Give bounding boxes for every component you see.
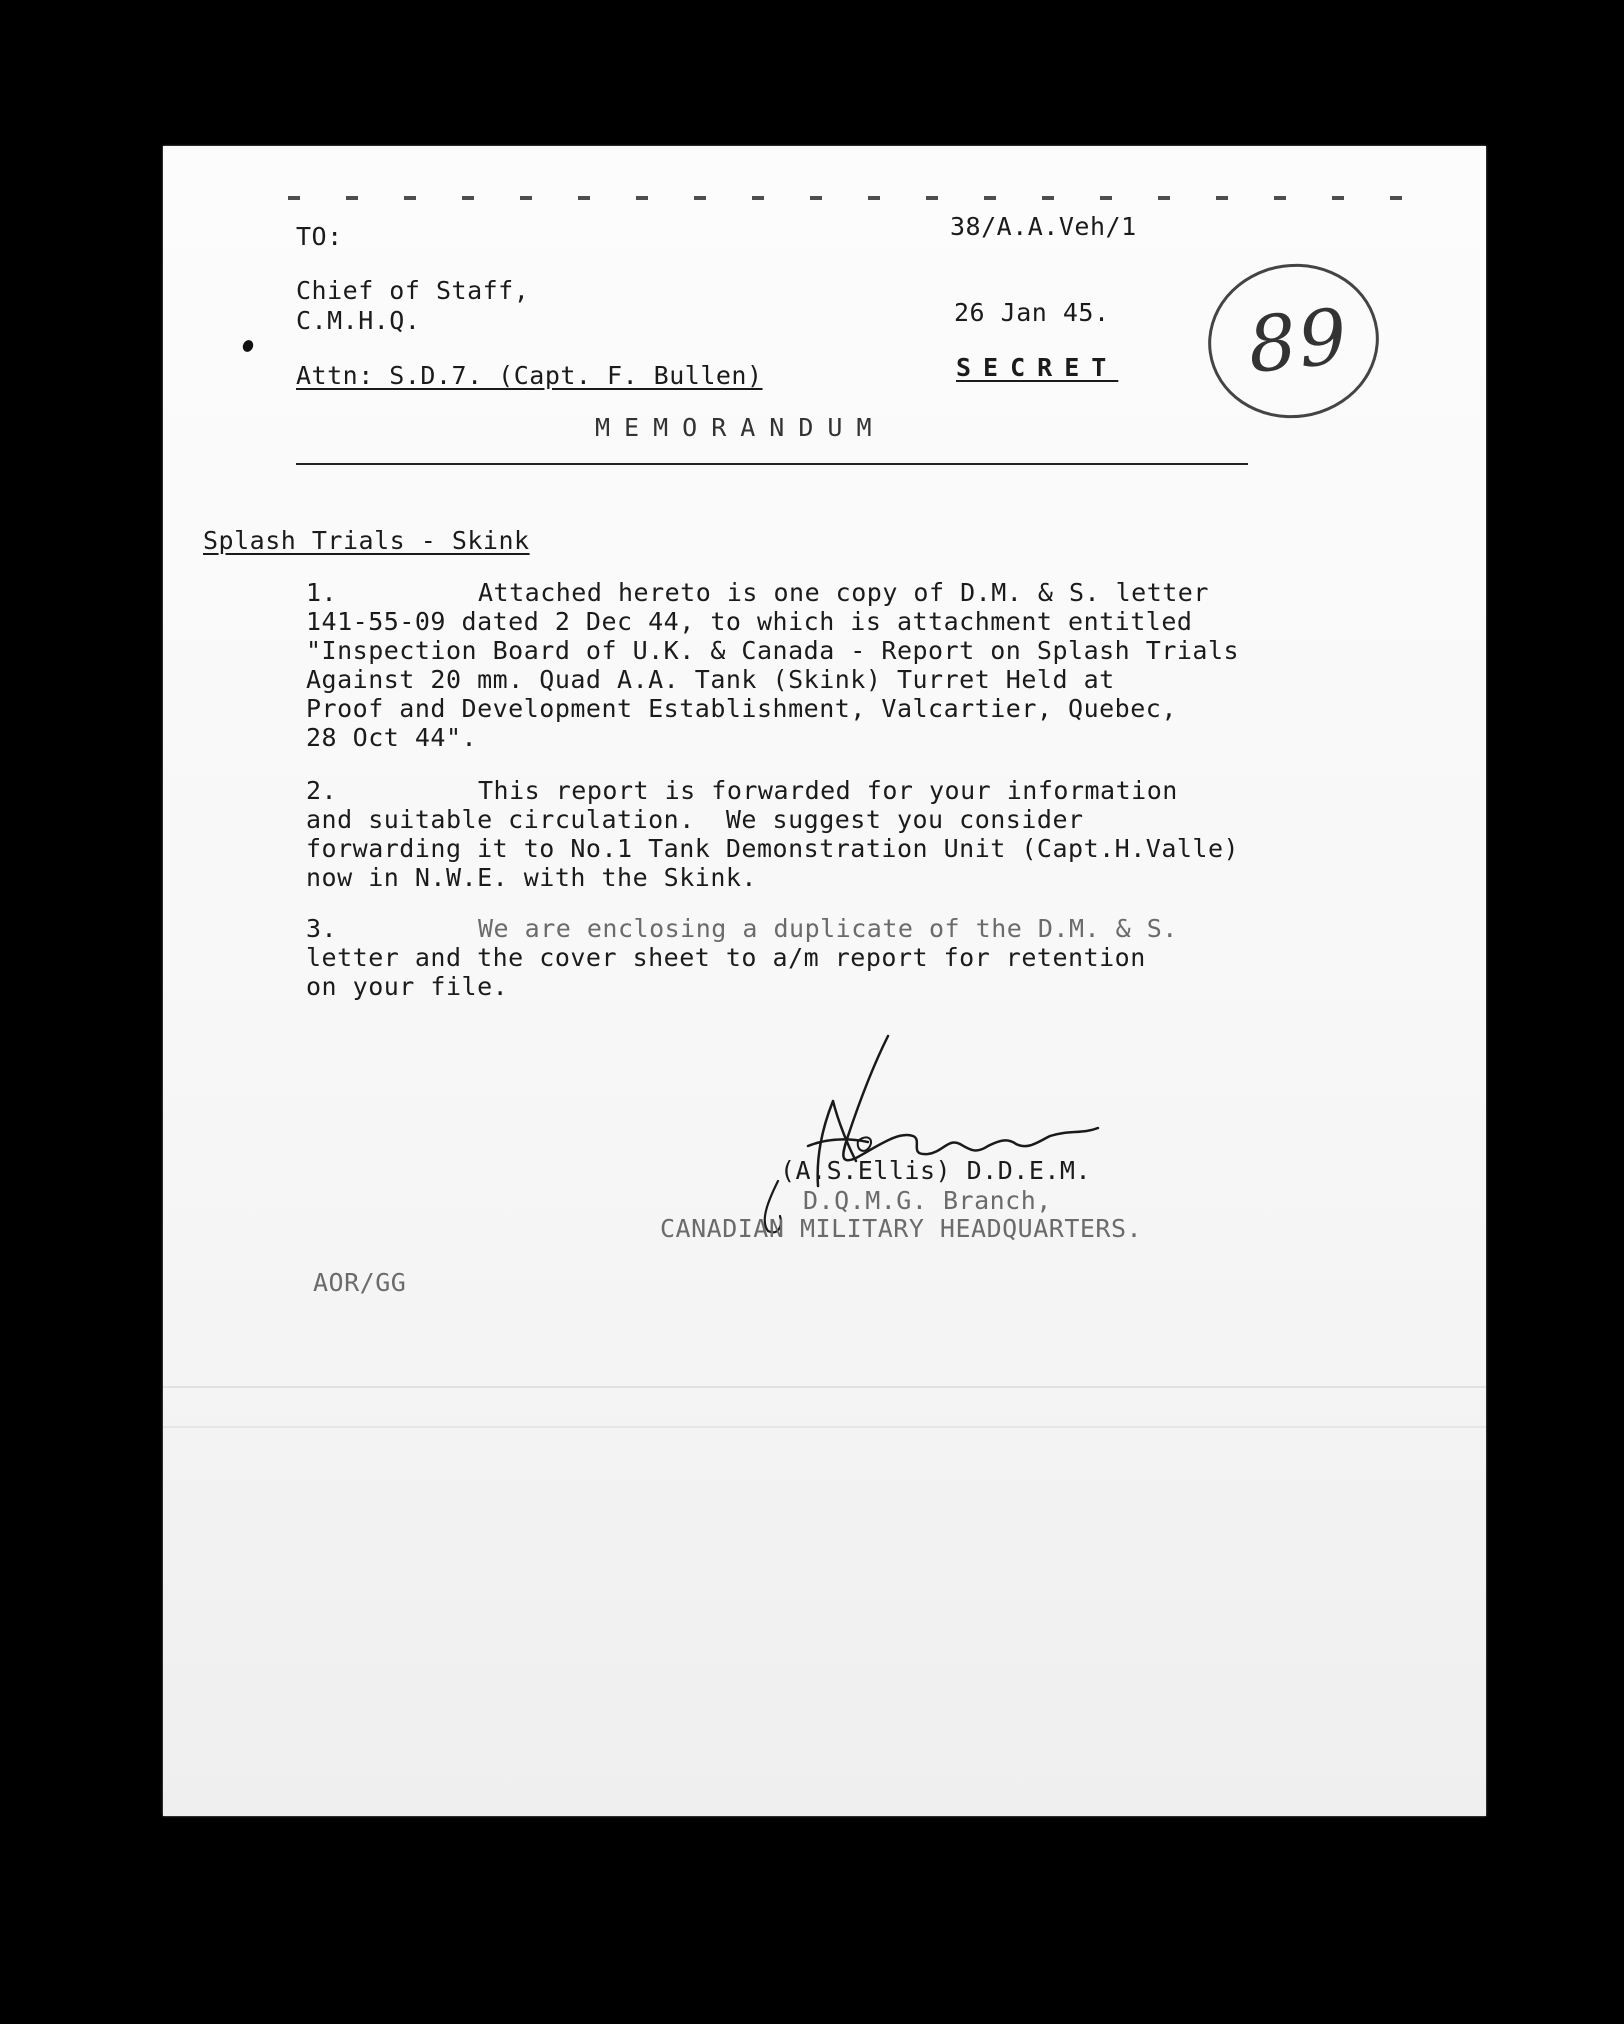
paragraph-line: Attached hereto is one copy of D.M. & S. letter: [478, 578, 1209, 607]
signatory-branch: D.Q.M.G. Branch,: [803, 1186, 1052, 1215]
folio-number: 89: [1243, 290, 1354, 391]
paragraph-line: 28 Oct 44".: [306, 723, 478, 752]
paragraph-line: on your file.: [306, 972, 509, 1001]
attention-line: Attn: S.D.7. (Capt. F. Bullen): [296, 361, 763, 390]
torn-top-edge: [288, 196, 1423, 200]
paragraph-number: 1.: [306, 578, 338, 607]
recipient-line-2: C.M.H.Q.: [296, 306, 421, 335]
paragraph-line: letter and the cover sheet to a/m report for retention: [306, 943, 1146, 972]
paragraph-number: 2.: [306, 776, 338, 805]
paragraph-line: "Inspection Board of U.K. & Canada - Report on Splash Trials: [306, 636, 1240, 665]
classification-stamp: SECRET: [956, 353, 1119, 382]
file-reference: 38/A.A.Veh/1: [950, 212, 1137, 241]
paragraph-number: 3.: [306, 914, 338, 943]
memo-title: MEMORANDUM: [595, 413, 886, 442]
memo-page: [163, 146, 1486, 1816]
signatory-name: (A.S.Ellis) D.D.E.M.: [780, 1156, 1092, 1185]
reference-initials: AOR/GG: [313, 1268, 407, 1297]
to-label: TO:: [296, 222, 343, 251]
paragraph-line: Against 20 mm. Quad A.A. Tank (Skink) Turret Held at: [306, 665, 1115, 694]
header-rule: [296, 463, 1248, 465]
paragraph-line: now in N.W.E. with the Skink.: [306, 863, 757, 892]
paragraph-line: This report is forwarded for your information: [478, 776, 1178, 805]
paragraph-line: and suitable circulation. We suggest you consider: [306, 805, 1084, 834]
paragraph-line: 141-55-09 dated 2 Dec 44, to which is attachment entitled: [306, 607, 1193, 636]
signatory-organization: CANADIAN MILITARY HEADQUARTERS.: [660, 1214, 1143, 1243]
paragraph-line: Proof and Development Establishment, Valcartier, Quebec,: [306, 694, 1177, 723]
ink-mark: [241, 338, 255, 353]
memo-date: 26 Jan 45.: [954, 298, 1110, 327]
paragraph-line: forwarding it to No.1 Tank Demonstration Unit (Capt.H.Valle): [306, 834, 1240, 863]
paragraph-line: We are enclosing a duplicate of the D.M. & S.: [478, 914, 1178, 943]
page-fold-line: [163, 1426, 1486, 1428]
recipient-line-1: Chief of Staff,: [296, 276, 530, 305]
subject-line: Splash Trials - Skink: [203, 526, 530, 555]
